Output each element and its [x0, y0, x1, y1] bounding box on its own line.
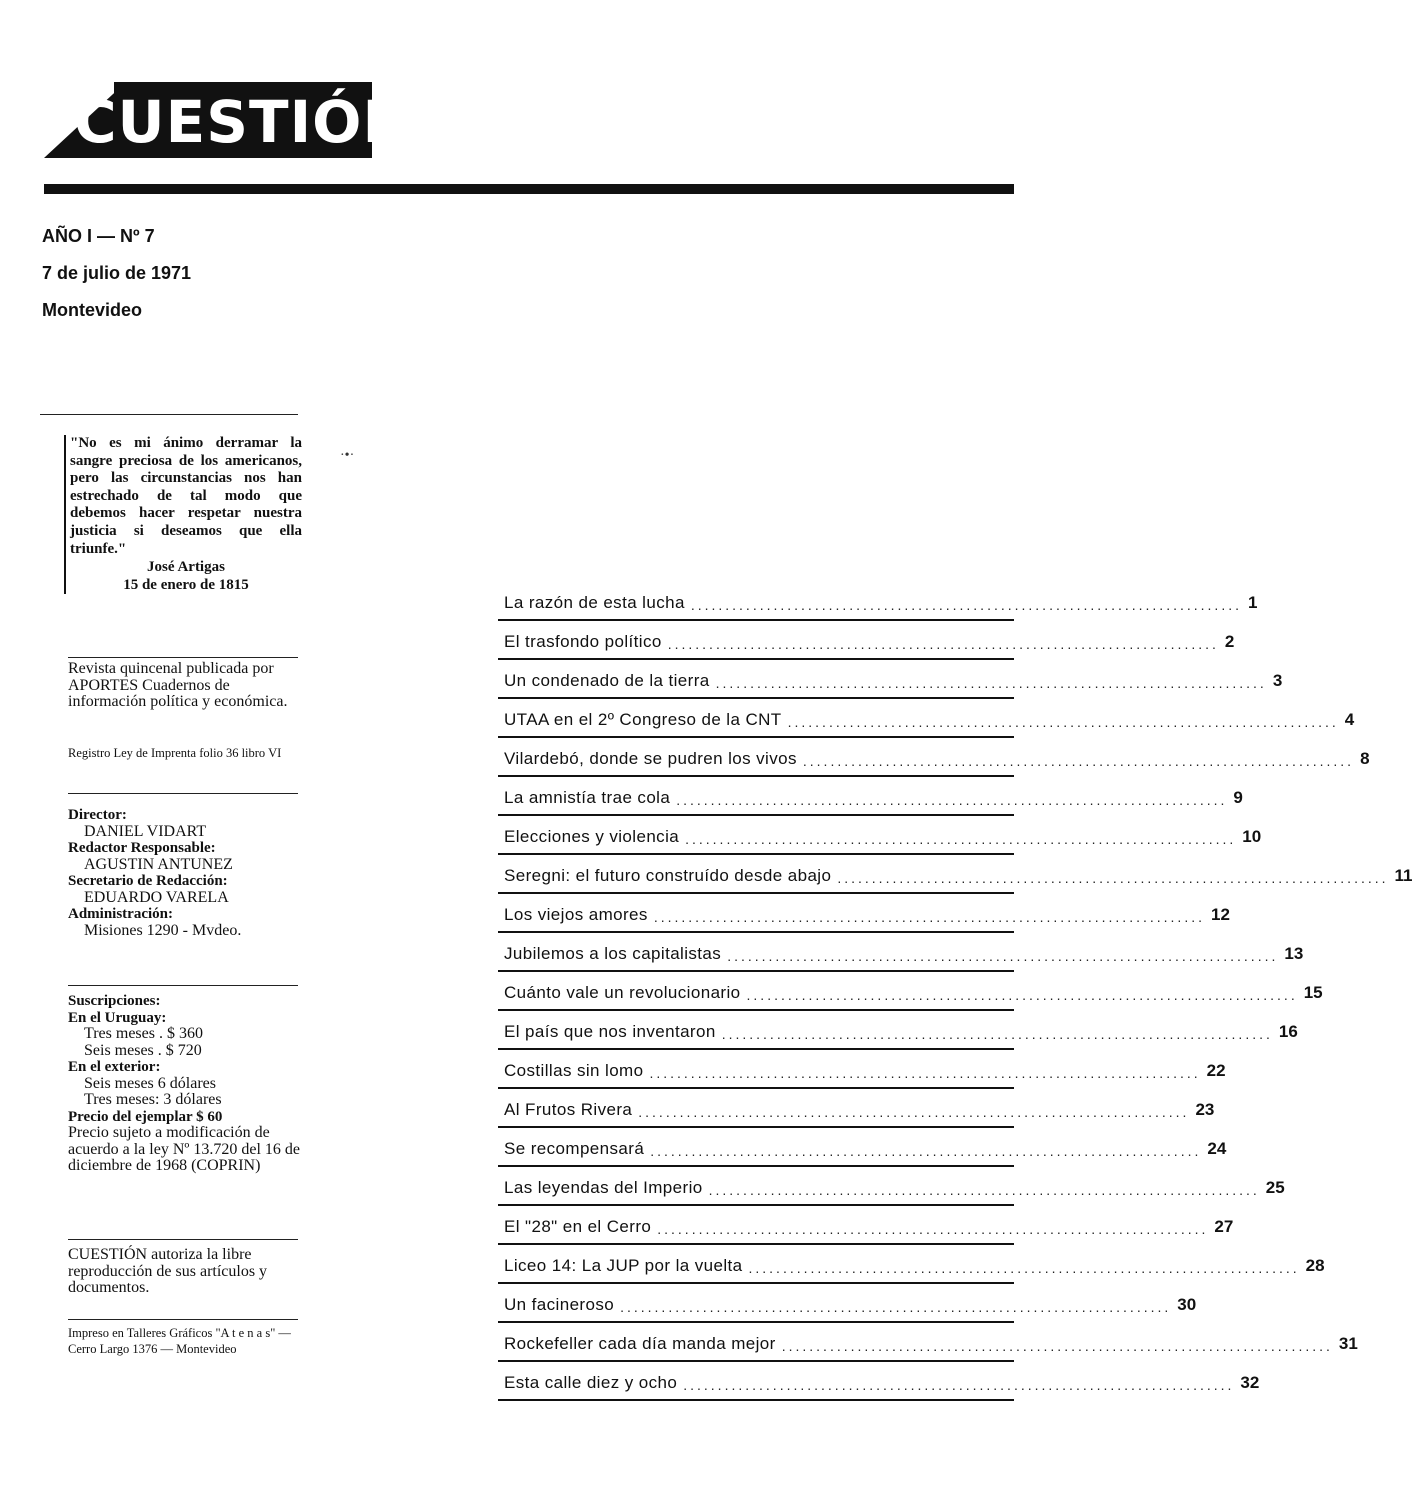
- masthead-sidebar: [40, 414, 302, 1415]
- issue-info: [42, 218, 191, 329]
- reproduction-rights: CUESTIÓN autoriza la libre reproducción de sus artículos y documentos.: [68, 1246, 268, 1296]
- toc-page-number: 27: [1214, 1217, 1234, 1236]
- divider: [68, 985, 298, 986]
- toc-title: Jubilemos a los capitalistas: [504, 944, 722, 963]
- quote-text: "No es mi ánimo derramar la sangre preciosa de los americanos, pero las circunstancias nos han estrechado de tal modo que debemos hacer respetar nuestra justicia si deseamos que ella triunfe.": [70, 435, 302, 557]
- toc-leader-dots: ................................................................................: [715, 675, 1267, 691]
- toc-entry: [498, 933, 1304, 972]
- abroad-six-months: Seis meses 6 dólares: [84, 1074, 216, 1092]
- divider: [68, 1319, 298, 1320]
- director-name: DANIEL VIDART: [84, 822, 207, 840]
- toc-entry: [498, 1089, 1215, 1128]
- toc-leader-dots: ................................................................................: [620, 1299, 1172, 1315]
- divider: [68, 793, 298, 794]
- toc-title: Costillas sin lomo: [504, 1061, 644, 1080]
- toc-entry: [498, 1167, 1285, 1206]
- toc-entry: [498, 972, 1323, 1011]
- toc-title: El "28" en el Cerro: [504, 1217, 652, 1236]
- six-months-price: Seis meses . $ 720: [84, 1041, 202, 1059]
- toc-leader-dots: ................................................................................: [667, 636, 1219, 652]
- toc-title: Elecciones y violencia: [504, 827, 680, 846]
- toc-entry: [498, 855, 1413, 894]
- toc-entry: [498, 816, 1262, 855]
- toc-leader-dots: ................................................................................: [676, 792, 1228, 808]
- masthead-rule: [44, 184, 1014, 194]
- publication-registry: Registro Ley de Imprenta folio 36 libro VI: [68, 746, 282, 760]
- toc-entry: [498, 1362, 1260, 1401]
- toc-leader-dots: ................................................................................: [721, 1026, 1273, 1042]
- toc-page-number: 12: [1210, 905, 1230, 924]
- toc-page-number: 25: [1265, 1178, 1285, 1197]
- toc-leader-dots: ................................................................................: [638, 1104, 1190, 1120]
- toc-title: Seregni: el futuro construído desde abajo: [504, 866, 832, 885]
- issue-price: Precio del ejemplar $ 60: [68, 1108, 223, 1125]
- toc-leader-dots: ................................................................................: [748, 1260, 1300, 1276]
- secretary-label: Secretario de Redacción:: [68, 873, 228, 889]
- toc-entry: [498, 777, 1243, 816]
- director-label: Director:: [68, 807, 127, 823]
- publication-description: Revista quincenal publicada por APORTES Cuadernos de información política y económica.: [68, 660, 288, 710]
- printer-credit: Impreso en Talleres Gráficos "A t e n a s" — Cerro Largo 1376 — Montevideo: [68, 1326, 291, 1356]
- toc-title: Cuánto vale un revolucionario: [504, 983, 741, 1002]
- toc-title: La amnistía trae cola: [504, 788, 671, 807]
- editor-name: AGUSTIN ANTUNEZ: [84, 855, 233, 873]
- toc-page-number: 28: [1305, 1256, 1325, 1275]
- toc-page-number: 23: [1195, 1100, 1215, 1119]
- divider: [68, 1239, 298, 1240]
- toc-page-number: 11: [1394, 866, 1413, 885]
- toc-leader-dots: ................................................................................: [708, 1182, 1260, 1198]
- admin-address: Misiones 1290 - Mvdeo.: [84, 921, 242, 939]
- uruguay-label: En el Uruguay:: [68, 1009, 167, 1026]
- toc-title: UTAA en el 2º Congreso de la CNT: [504, 710, 782, 729]
- toc-entry: [498, 738, 1370, 777]
- toc-leader-dots: ................................................................................: [746, 987, 1298, 1003]
- toc-page-number: 16: [1278, 1022, 1298, 1041]
- staff-credits: [68, 807, 300, 939]
- toc-entry: [498, 582, 1258, 621]
- artigas-quote: [64, 435, 302, 594]
- toc-title: Se recompensará: [504, 1139, 645, 1158]
- three-months-price: Tres meses . $ 360: [84, 1025, 203, 1042]
- toc-leader-dots: ................................................................................: [727, 948, 1279, 964]
- toc-leader-dots: ................................................................................: [781, 1338, 1333, 1354]
- toc-leader-dots: ................................................................................: [802, 753, 1355, 769]
- toc-page-number: 8: [1360, 749, 1370, 768]
- toc-entry: [498, 1323, 1358, 1362]
- toc-title: Un condenado de la tierra: [504, 671, 710, 690]
- toc-title: Liceo 14: La JUP por la vuelta: [504, 1256, 743, 1275]
- issue-city: Montevideo: [42, 300, 143, 320]
- toc-leader-dots: ................................................................................: [653, 909, 1205, 925]
- toc-title: Las leyendas del Imperio: [504, 1178, 703, 1197]
- secretary-name: EDUARDO VARELA: [84, 888, 229, 906]
- toc-leader-dots: ................................................................................: [657, 1221, 1209, 1237]
- toc-page-number: 4: [1344, 710, 1355, 729]
- toc-entry: [498, 894, 1230, 933]
- toc-title: El trasfondo político: [504, 632, 662, 651]
- toc-entry: [498, 621, 1235, 660]
- toc-page-number: 1: [1247, 593, 1258, 612]
- toc-leader-dots: ................................................................................: [650, 1143, 1202, 1159]
- toc-leader-dots: ................................................................................: [787, 714, 1339, 730]
- divider: [68, 657, 298, 658]
- abroad-label: En el exterior:: [68, 1059, 161, 1075]
- table-of-contents: [498, 582, 1413, 1401]
- toc-page-number: 15: [1303, 983, 1323, 1002]
- toc-page-number: 31: [1338, 1334, 1358, 1353]
- toc-title: La razón de esta lucha: [504, 593, 685, 612]
- toc-title: Esta calle diez y ocho: [504, 1373, 678, 1392]
- toc-title: Los viejos amores: [504, 905, 648, 924]
- toc-leader-dots: ................................................................................: [837, 870, 1389, 886]
- toc-leader-dots: ................................................................................: [683, 1377, 1235, 1393]
- logo-text: CUESTIÓN: [73, 88, 413, 156]
- toc-entry: [498, 660, 1283, 699]
- masthead-logo: [44, 62, 413, 160]
- issue-date: 7 de julio de 1971: [42, 263, 192, 283]
- toc-page-number: 10: [1242, 827, 1262, 846]
- print-speck: ·•·: [340, 448, 355, 463]
- toc-page-number: 9: [1233, 788, 1243, 807]
- toc-leader-dots: ................................................................................: [690, 597, 1242, 613]
- toc-page-number: 24: [1207, 1139, 1227, 1158]
- toc-title: Un facineroso: [504, 1295, 615, 1314]
- issue-number: AÑO I — Nº 7: [42, 226, 155, 246]
- toc-page-number: 22: [1206, 1061, 1226, 1080]
- subscriptions: [68, 993, 300, 1175]
- editor-label: Redactor Responsable:: [68, 840, 216, 856]
- toc-entry: [498, 699, 1355, 738]
- toc-title: Vilardebó, donde se pudren los vivos: [504, 749, 797, 768]
- quote-date: 15 de enero de 1815: [123, 577, 249, 594]
- toc-entry: [498, 1128, 1227, 1167]
- toc-page-number: 3: [1272, 671, 1283, 690]
- toc-leader-dots: ................................................................................: [685, 831, 1237, 847]
- toc-page-number: 13: [1284, 944, 1304, 963]
- toc-title: El país que nos inventaron: [504, 1022, 716, 1041]
- admin-label: Administración:: [68, 906, 173, 922]
- quote-author: José Artigas: [147, 559, 225, 576]
- toc-title: Al Frutos Rivera: [504, 1100, 633, 1119]
- toc-page-number: 2: [1224, 632, 1235, 651]
- toc-entry: [498, 1284, 1197, 1323]
- toc-entry: [498, 1245, 1325, 1284]
- toc-entry: [498, 1050, 1226, 1089]
- price-note: Precio sujeto a modificación de acuerdo a la ley Nº 13.720 del 16 de diciembre de 1968 (COPRIN): [68, 1124, 300, 1174]
- toc-entry: [498, 1206, 1234, 1245]
- toc-entry: [498, 1011, 1298, 1050]
- toc-leader-dots: ................................................................................: [649, 1065, 1201, 1081]
- abroad-three-months: Tres meses: 3 dólares: [84, 1091, 222, 1108]
- subscriptions-title: Suscripciones:: [68, 993, 161, 1009]
- logo-graphic: [44, 62, 413, 160]
- toc-page-number: 32: [1240, 1373, 1260, 1392]
- toc-page-number: 30: [1177, 1295, 1197, 1314]
- toc-title: Rockefeller cada día manda mejor: [504, 1334, 776, 1353]
